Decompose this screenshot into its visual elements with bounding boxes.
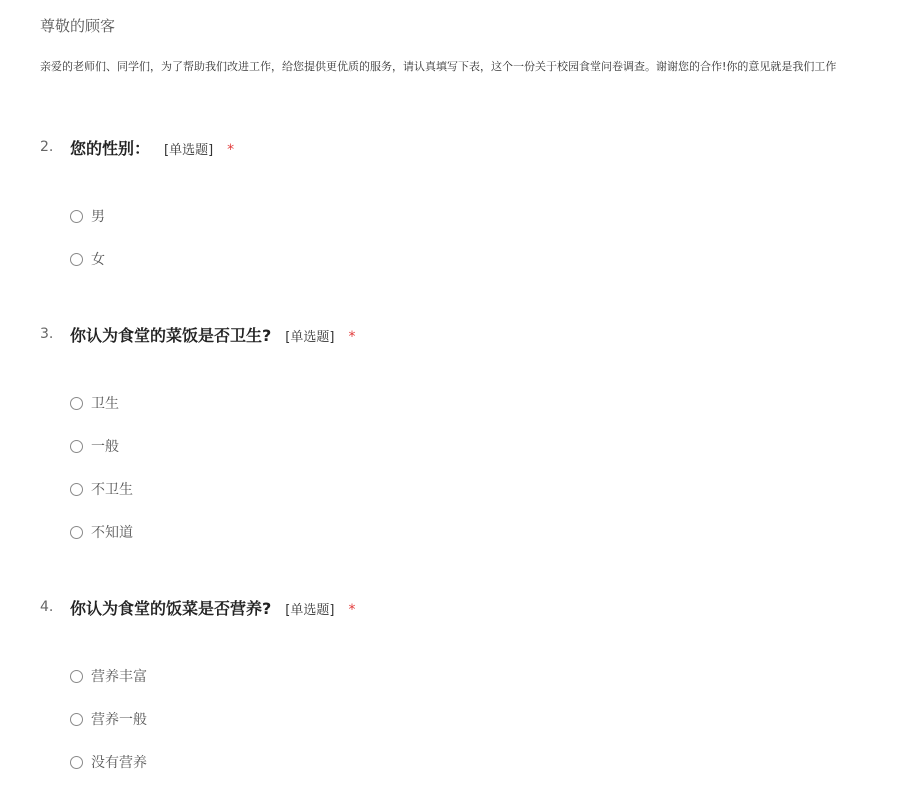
required-marker: * — [348, 602, 356, 618]
radio-button[interactable] — [70, 670, 83, 683]
question-title — [70, 596, 355, 619]
question-type-tag: [单选题] — [285, 330, 335, 345]
question-type-tag: [单选题] — [285, 603, 335, 618]
radio-button[interactable] — [70, 756, 83, 769]
option-label: 一般 — [91, 439, 119, 455]
option-label: 没有营养 — [91, 755, 147, 771]
question-title-text: 你认为食堂的饭菜是否营养? — [70, 599, 272, 618]
option-hygienic[interactable] — [70, 393, 119, 413]
greeting-title: 尊敬的顾客 — [40, 17, 116, 35]
question-title-text: 您的性别： — [70, 139, 151, 158]
intro-text: 亲爱的老师们、同学们，为了帮助我们改进工作，给您提供更优质的服务，请认真填写下表，这个一份关于校园食堂问卷调查。谢谢您的合作!你的意见就是我们工作 — [40, 60, 837, 73]
option-label: 男 — [91, 209, 105, 225]
question-header — [0, 596, 900, 620]
option-female[interactable] — [70, 249, 105, 269]
radio-button[interactable] — [70, 210, 83, 223]
option-label: 营养一般 — [91, 712, 147, 728]
question-title-text: 你认为食堂的菜饭是否卫生? — [70, 326, 272, 345]
required-marker: * — [227, 142, 235, 158]
radio-button[interactable] — [70, 713, 83, 726]
option-male[interactable] — [70, 206, 105, 226]
option-no-nutrition[interactable] — [70, 752, 147, 772]
question-title — [70, 136, 234, 159]
option-label: 女 — [91, 252, 105, 268]
option-label: 不知道 — [91, 525, 133, 541]
option-average-nutrition[interactable] — [70, 709, 147, 729]
option-label: 不卫生 — [91, 482, 133, 498]
option-label: 营养丰富 — [91, 669, 147, 685]
question-header — [0, 323, 900, 347]
radio-button[interactable] — [70, 440, 83, 453]
option-rich-nutrition[interactable] — [70, 666, 147, 686]
question-number: 3. — [40, 326, 54, 342]
radio-button[interactable] — [70, 483, 83, 496]
option-unhygienic[interactable] — [70, 479, 133, 499]
radio-button[interactable] — [70, 526, 83, 539]
option-unknown[interactable] — [70, 522, 133, 542]
radio-button[interactable] — [70, 253, 83, 266]
question-title — [70, 323, 355, 346]
question-number: 2. — [40, 139, 54, 155]
question-header — [0, 136, 900, 160]
question-type-tag: [单选题] — [164, 143, 214, 158]
question-number: 4. — [40, 599, 54, 615]
required-marker: * — [348, 329, 356, 345]
option-label: 卫生 — [91, 396, 119, 412]
radio-button[interactable] — [70, 397, 83, 410]
option-average[interactable] — [70, 436, 119, 456]
